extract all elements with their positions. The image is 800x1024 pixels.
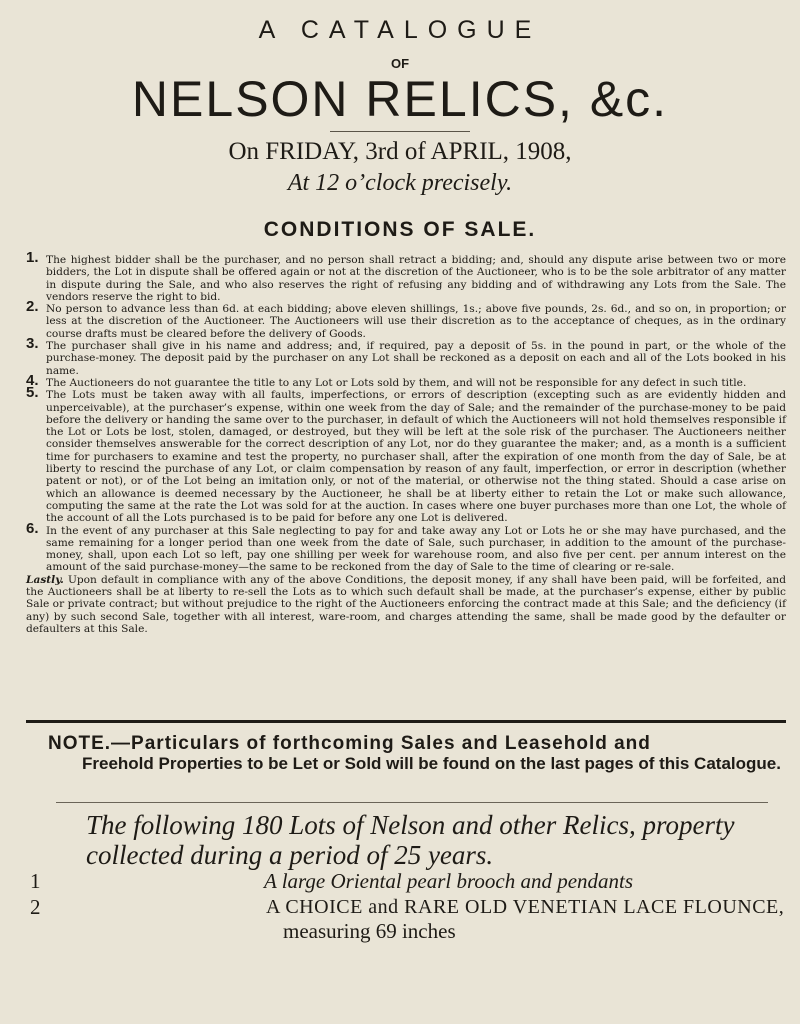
condition-number: 6. xyxy=(26,519,39,537)
conditions-heading: CONDITIONS OF SALE. xyxy=(263,218,537,241)
catalogue-heading: A CATALOGUE xyxy=(258,16,542,44)
lot-description-continued: measuring 69 inches xyxy=(283,919,456,943)
lot-description: A large Oriental pearl brooch and pendants xyxy=(264,869,634,893)
condition-item xyxy=(26,249,786,303)
condition-text: The purchaser shall give in his name and address; and, if required, pay a deposit of 5s. in the pound in part, or the whole of the purchase-money. The deposit paid by the purchaser on any Lot shall be reckoned as a deposit on each and all of the Lots booked in his name. xyxy=(46,340,786,377)
conditions-of-sale xyxy=(26,249,786,635)
condition-text: The Lots must be taken away with all faults, imperfections, or errors of description (excepting such as are evidently hidden and unperceivable), at the purchaser’s expense, within one week from the day of Sale; and the remainder of the purchase-money to be paid before the delivery or handing the same over to the purchaser, in default of which the Auctioneers will not hold themselves responsible if the Lot or Lots be lost, stolen, damaged, or destroyed, but they will be left at the sole risk of the purchaser. The Auctioneers neither consider themselves answerable for the correct description of any Lot, nor do they guarantee the maker; and, as a month is a sufficient time for purchasers to examine and test the property, no purchaser shall, after the expiration of one month from the day of Sale, be at liberty to rescind the purchase of any Lot, or claim compensation by reason of any fault, imperfection, or error in description (whether patent or not), or of the Lot being an imitation only, or not of the material, or otherwise not the thing stated. Should a case arise on which an allowance is deemed necessary by the Auctioneer, he shall be at liberty either to retain the Lot or make such allowance, computing the same at the rate the Lot was sold for at the auction. In cases where one buyer purchases more than one Lot, the whole of the account of all the Lots purchased is to be paid for before any one Lot is delivered. xyxy=(46,389,786,525)
condition-item xyxy=(26,335,786,377)
condition-text: The highest bidder shall be the purchaser, and no person shall retract a bidding; and, should any dispute arise between two or more bidders, the Lot in dispute shall be offered again or not at the discretion of the Auctioneer, who is to be the sole arbitrator of any matter in dispute during the Sale, and who also reserves the right of refusing any bidding and of withdrawing any Lots from the Sale. The vendors reserve the right to bid. xyxy=(46,254,786,303)
condition-number: 1. xyxy=(26,249,39,266)
note-divider xyxy=(56,802,768,803)
condition-lastly xyxy=(26,574,786,635)
condition-item xyxy=(26,371,786,389)
lot-number: 2 xyxy=(30,895,41,919)
note-continuation: Freehold Properties to be Let or Sold will be found on the last pages of this Catalogue. xyxy=(82,754,781,773)
note-block xyxy=(48,734,788,774)
of-heading: OF xyxy=(390,56,410,71)
lastly-label: Lastly. xyxy=(26,573,64,586)
condition-item xyxy=(26,298,786,340)
lot-description: A CHOICE and RARE OLD VENETIAN LACE FLOUNCE, xyxy=(266,896,785,918)
condition-number: 2. xyxy=(26,298,39,316)
condition-text: In the event of any purchaser at this Sale neglecting to pay for and take away any Lot or Lots he or she may have purchased, and the same remaining for a longer period than one week from the date of Sale, such purchaser, in addition to the amount of the purchase-money, shall, upon each Lot so left, pay one shilling per week for warehouse room, and also five per cent. per annum interest on the amount of the said purchase-money—the same to be reckoned from the day of Sale to the time of clearing or re-sale. xyxy=(46,524,786,574)
section-divider xyxy=(26,720,786,723)
title-rule xyxy=(330,131,470,132)
lot-number: 1 xyxy=(30,869,41,893)
lot-row xyxy=(30,895,790,943)
condition-number: 4. xyxy=(26,371,39,389)
condition-item xyxy=(26,519,786,574)
page-title: NELSON RELICS, &c. xyxy=(131,71,669,127)
lot-row xyxy=(30,869,790,893)
condition-text: No person to advance less than 6d. at each bidding; above eleven shillings, 1s.; above five pounds, 2s. 6d., and so on, in proportion; or less at the discretion of the Auctioneer. The Auctioneers will use their discretion as to the acceptance of cheques, as in the ordinary course drafts must be cleared before the delivery of Goods. xyxy=(46,303,786,340)
condition-number: 5. xyxy=(26,384,39,402)
condition-number: 3. xyxy=(26,335,39,353)
note-lead: NOTE.—Particulars of forthcoming Sales and Leasehold and xyxy=(48,733,651,754)
condition-item xyxy=(26,384,786,525)
lastly-text: Upon default in compliance with any of the above Conditions, the deposit money, if any shall have been paid, will be forfeited, and the Auctioneers shall be at liberty to re-sell the Lots as to which such default shall be made, at the purchaser’s expense, either by public Sale or private contract; but without prejudice to the right of the Auctioneers enforcing the contract made at this Sale; and the deficiency (if any) by such second Sale, together with all interest, ware-room, and charges attending the same, shall be made good by the defaulter or defaulters at this Sale. xyxy=(26,573,786,635)
sale-date: On FRIDAY, 3rd of APRIL, 1908, xyxy=(228,138,572,165)
sale-time: At 12 o’clock precisely. xyxy=(287,170,513,196)
condition-text: The Auctioneers do not guarantee the title to any Lot or Lots sold by them, and will not be responsible for any defect in such title. xyxy=(46,376,747,389)
lots-intro: The following 180 Lots of Nelson and other Relics, property collected during a period of 25 years. xyxy=(86,810,735,870)
